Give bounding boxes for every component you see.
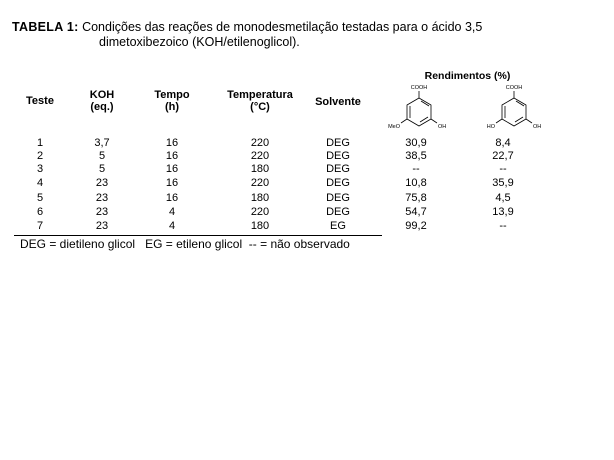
cell-koh: 5 bbox=[98, 150, 106, 162]
cell-rendimento-2: -- bbox=[499, 163, 507, 175]
header-koh-unit: (eq.) bbox=[90, 101, 114, 113]
structure-2-left-label: HO bbox=[486, 124, 495, 130]
header-teste: Teste bbox=[26, 95, 54, 107]
cell-solvente: DEG bbox=[326, 137, 350, 149]
cell-temperatura: 220 bbox=[250, 206, 270, 218]
cell-temperatura: 180 bbox=[250, 163, 270, 175]
cell-tempo: 16 bbox=[165, 150, 179, 162]
cell-rendimento-1: 54,7 bbox=[405, 206, 427, 218]
table-bottom-rule bbox=[14, 235, 382, 236]
cell-teste: 1 bbox=[36, 137, 44, 149]
cell-koh: 23 bbox=[95, 206, 109, 218]
cell-tempo: 4 bbox=[168, 220, 176, 232]
cell-koh: 23 bbox=[95, 220, 109, 232]
cell-temperatura: 220 bbox=[250, 137, 270, 149]
cell-solvente: DEG bbox=[326, 177, 350, 189]
caption-line-2: dimetoxibezoico (KOH/etilenoglicol). bbox=[99, 35, 300, 49]
table-row bbox=[0, 150, 614, 163]
cell-teste: 6 bbox=[36, 206, 44, 218]
cell-tempo: 4 bbox=[168, 206, 176, 218]
cell-rendimento-2: 35,9 bbox=[492, 177, 514, 189]
header-temperatura bbox=[215, 89, 305, 113]
cell-solvente: DEG bbox=[326, 150, 350, 162]
cell-rendimento-1: -- bbox=[412, 163, 420, 175]
structure-monomethyl-acid bbox=[374, 82, 464, 138]
cell-teste: 4 bbox=[36, 177, 44, 189]
header-tempo bbox=[147, 89, 197, 113]
cell-temperatura: 180 bbox=[250, 192, 270, 204]
header-temperatura-label: Temperatura bbox=[227, 89, 293, 101]
cell-solvente: DEG bbox=[326, 206, 350, 218]
cell-rendimento-2: 13,9 bbox=[492, 206, 514, 218]
table-row bbox=[0, 206, 614, 219]
caption-text: Condições das reações de monodesmetilação testadas para o ácido 3,5 bbox=[82, 20, 483, 34]
cell-rendimento-1: 99,2 bbox=[405, 220, 427, 232]
table-row bbox=[0, 163, 614, 176]
table-row bbox=[0, 220, 614, 233]
structure-1-right-label: OH bbox=[438, 124, 447, 130]
caption-line-1 bbox=[12, 20, 572, 35]
cell-rendimento-1: 30,9 bbox=[405, 137, 427, 149]
cell-solvente: DEG bbox=[326, 192, 350, 204]
cell-rendimento-1: 10,8 bbox=[405, 177, 427, 189]
header-solvente: Solvente bbox=[315, 96, 361, 108]
header-tempo-label: Tempo bbox=[154, 89, 190, 101]
header-tempo-unit: (h) bbox=[164, 101, 180, 113]
header-temperatura-unit: (°C) bbox=[250, 101, 270, 113]
cell-koh: 23 bbox=[95, 177, 109, 189]
cell-teste: 3 bbox=[36, 163, 44, 175]
cell-temperatura: 220 bbox=[250, 150, 270, 162]
table-row bbox=[0, 192, 614, 205]
cell-temperatura: 180 bbox=[250, 220, 270, 232]
cell-tempo: 16 bbox=[165, 177, 179, 189]
cell-koh: 5 bbox=[98, 163, 106, 175]
cell-koh: 3,7 bbox=[94, 137, 110, 149]
cell-temperatura: 220 bbox=[250, 177, 270, 189]
cell-teste: 5 bbox=[36, 192, 44, 204]
structure-1-left-label: MeO bbox=[388, 124, 400, 130]
cell-tempo: 16 bbox=[165, 192, 179, 204]
cell-rendimento-2: 4,5 bbox=[495, 192, 511, 204]
header-koh-label: KOH bbox=[89, 89, 115, 101]
cell-rendimento-1: 38,5 bbox=[405, 150, 427, 162]
table-row bbox=[0, 137, 614, 150]
table-row bbox=[0, 177, 614, 190]
table-footnote: DEG = dietileno glicol EG = etileno glicol -- = não observado bbox=[20, 237, 350, 251]
header-koh bbox=[80, 89, 124, 113]
structure-2-top-label: COOH bbox=[505, 85, 523, 91]
cell-tempo: 16 bbox=[165, 163, 179, 175]
cell-koh: 23 bbox=[95, 192, 109, 204]
structure-2-right-label: OH bbox=[533, 124, 542, 130]
caption-label: TABELA 1: bbox=[12, 20, 79, 34]
cell-solvente: DEG bbox=[326, 163, 350, 175]
structure-1-top-label: COOH bbox=[410, 85, 428, 91]
cell-rendimento-2: -- bbox=[499, 220, 507, 232]
cell-rendimento-1: 75,8 bbox=[405, 192, 427, 204]
cell-teste: 7 bbox=[36, 220, 44, 232]
cell-solvente: EG bbox=[330, 220, 346, 232]
cell-tempo: 16 bbox=[165, 137, 179, 149]
cell-teste: 2 bbox=[36, 150, 44, 162]
cell-rendimento-2: 8,4 bbox=[495, 137, 511, 149]
cell-rendimento-2: 22,7 bbox=[492, 150, 514, 162]
header-rendimentos: Rendimentos (%) bbox=[424, 70, 511, 82]
structure-dihydroxy-acid bbox=[469, 82, 559, 138]
table-caption bbox=[12, 20, 572, 50]
